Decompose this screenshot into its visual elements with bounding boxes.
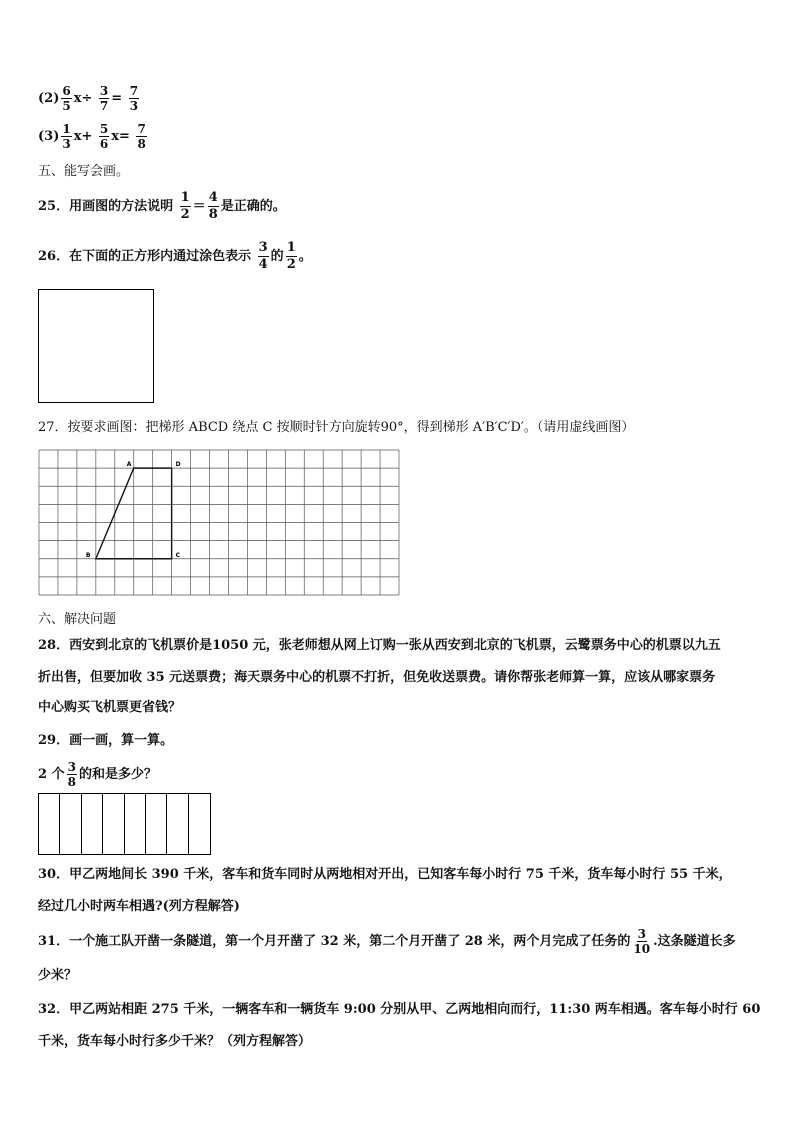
fraction-5-6: $\frac{5}{6}$ — [99, 122, 109, 151]
blank-square[interactable] — [38, 289, 154, 403]
strip-cell[interactable] — [125, 794, 146, 854]
strip-cell[interactable] — [103, 794, 124, 854]
fraction-3-8: $\frac{3}{8}$ — [67, 760, 76, 789]
question-30-line-1: 30．甲乙两地间长 390 千米，客车和货车同时从两地相对开出，已知客车每小时行 75 千米，货车每小时行 55 千米， — [38, 867, 732, 882]
trapezoid-grid[interactable] — [38, 449, 400, 596]
fraction-3-4: $\frac{3}{4}$ — [258, 240, 268, 272]
fraction-6-5: $\frac{6}{5}$ — [62, 84, 71, 113]
fraction-4-8: $\frac{4}{8}$ — [208, 190, 218, 222]
vertex-label-d: D — [175, 461, 181, 469]
question-31-line-2: 少米？ — [38, 968, 78, 983]
fraction-1-2-b: $\frac{1}{2}$ — [286, 240, 296, 272]
question-28-line-2: 折出售，但要加收 35 元送票费；海天票务中心的机票不打折，但免收送票费。请你帮张老师算一算，应该从哪家票务 — [38, 670, 716, 685]
fraction-3-7: $\frac{3}{7}$ — [99, 84, 109, 113]
strip-cell[interactable] — [146, 794, 167, 854]
question-29-title: 29．画一画，算一算。 — [38, 733, 174, 748]
fraction-3-10: $\frac{3}{10}$ — [633, 927, 651, 956]
question-25: 25．用画图的方法说明 $\frac{1}{2}$ ＝ $\frac{4}{8}$ 是正确的。 — [38, 190, 286, 222]
strip-cell[interactable] — [167, 794, 188, 854]
equation-2-label: (2) — [38, 91, 60, 106]
section-6-heading: 六、解决问题 — [38, 612, 117, 627]
section-5-heading: 五、能写会画。 — [38, 164, 130, 179]
strip-cell[interactable] — [39, 794, 60, 854]
strip-cell[interactable] — [60, 794, 81, 854]
fraction-7-3: $\frac{7}{3}$ — [129, 84, 139, 113]
vertex-label-c: C — [175, 551, 181, 559]
equation-2: (2) $\frac{6}{5}$ x÷ $\frac{3}{7}$ = $\frac{7}{3}$ — [38, 84, 139, 113]
strip-cell[interactable] — [189, 794, 210, 854]
question-26: 26．在下面的正方形内通过涂色表示 $\frac{3}{4}$ 的 $\frac{1}{2}$ 。 — [38, 240, 312, 272]
question-31-line-1: 31．一个施工队开凿一条隧道，第一个月开凿了 32 米，第二个月开凿了 28 米，两个月完成了任务的 $\frac{3}{10}$ .这条隧道长多 — [38, 927, 736, 956]
question-28-line-3: 中心购买飞机票更省钱？ — [38, 700, 182, 715]
vertex-label-b: B — [85, 551, 91, 559]
equation-3: (3) $\frac{1}{3}$ x+ $\frac{5}{6}$ x= $\frac{7}{8}$ — [38, 122, 146, 151]
question-32-line-2: 千米，货车每小时行多少千米？（列方程解答） — [38, 1034, 312, 1049]
fraction-1-2: $\frac{1}{2}$ — [180, 190, 190, 222]
strip-cell[interactable] — [82, 794, 103, 854]
equation-3-label: (3) — [38, 129, 60, 144]
vertex-label-a: A — [126, 461, 132, 469]
fraction-strip[interactable] — [38, 793, 211, 855]
question-30-line-2: 经过几小时两车相遇?(列方程解答) — [38, 899, 240, 914]
question-29-prompt: 2 个 $\frac{3}{8}$ 的和是多少？ — [38, 760, 157, 789]
question-32-line-1: 32．甲乙两站相距 275 千米，一辆客车和一辆货车 9:00 分别从甲、乙两地相向而行，11:30 两车相遇。客车每小时行 60 — [38, 1002, 761, 1017]
fraction-1-3: $\frac{1}{3}$ — [62, 122, 71, 151]
question-27: 27．按要求画图：把梯形 ABCD 绕点 C 按顺时针方向旋转90°，得到梯形 A′B′C′D′。（请用虚线画图） — [38, 420, 635, 435]
fraction-7-8: $\frac{7}{8}$ — [137, 122, 146, 151]
question-28-line-1: 28．西安到北京的飞机票价是1050 元，张老师想从网上订购一张从西安到北京的飞机票，云鹭票务中心的机票以九五 — [38, 638, 721, 653]
